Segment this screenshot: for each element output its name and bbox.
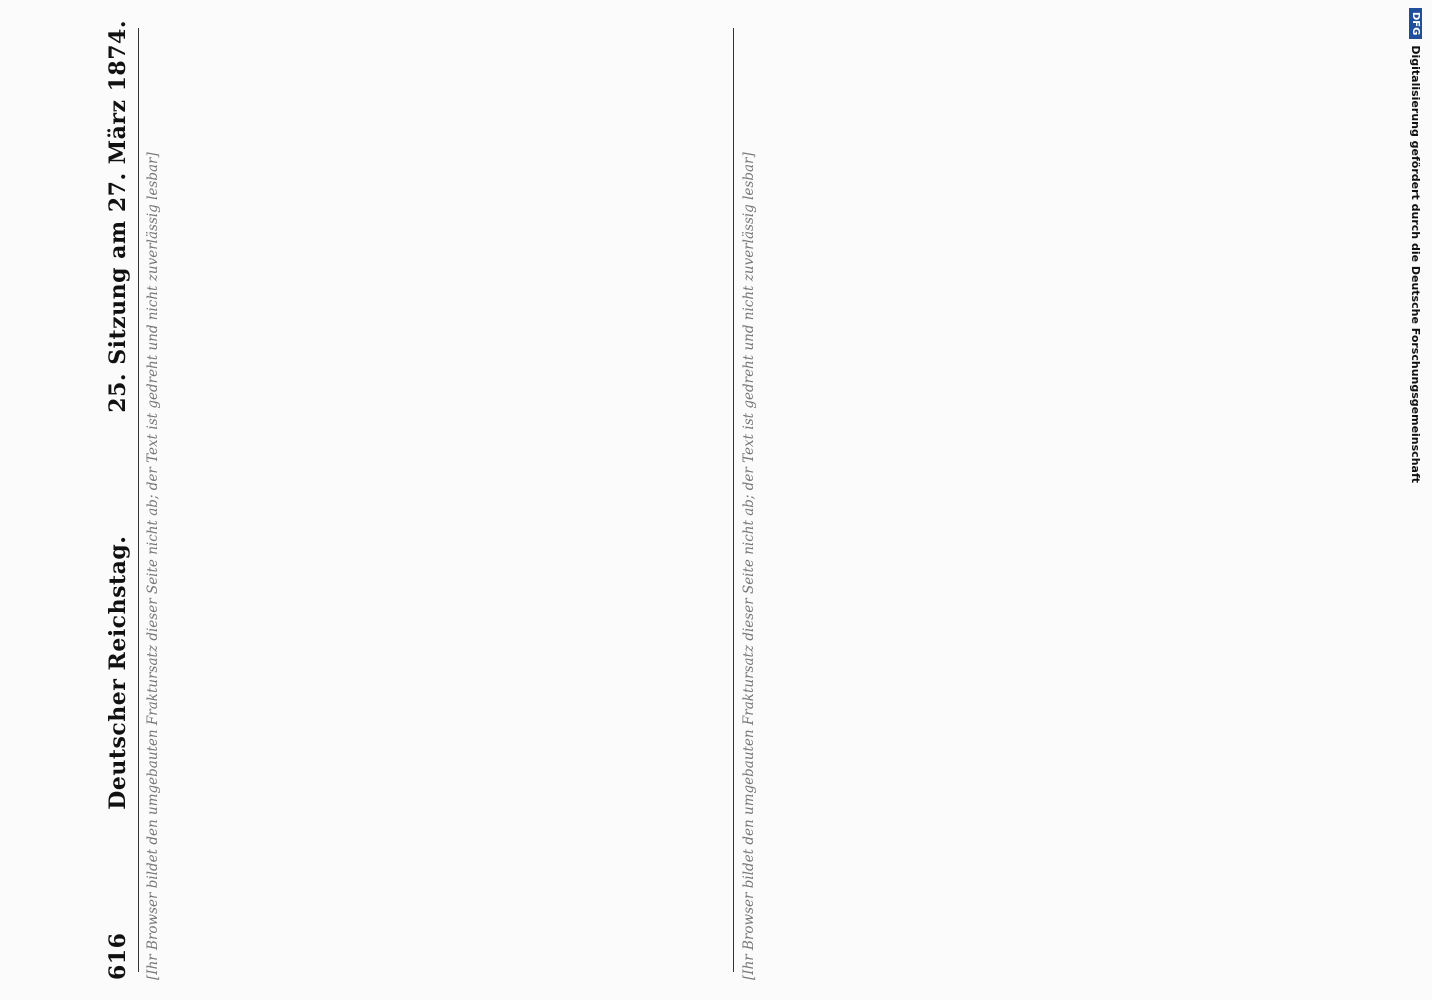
- text-column-right: [740, 20, 1330, 980]
- page-header: [98, 20, 138, 980]
- header-left: Deutscher Reichstag.: [105, 535, 131, 810]
- header-right: 25. Sitzung am 27. März 1874.: [105, 20, 131, 413]
- rotated-page-content: [38, 20, 1408, 980]
- digitization-credit: [1404, 0, 1428, 1000]
- credit-text: Digitalisierung gefördert durch die Deutsche Forschungsgemeinschaft: [1409, 45, 1423, 484]
- header-rule: [138, 28, 139, 972]
- column-right-text: [Ihr Browser bildet den umgebauten Fraktursatz dieser Seite nicht ab; der Text ist gedreht und nicht zuverlässig lesbar]: [741, 152, 757, 980]
- text-column-left: [144, 20, 730, 980]
- column-left-text: [Ihr Browser bildet den umgebauten Fraktursatz dieser Seite nicht ab; der Text ist gedreht und nicht zuverlässig lesbar]: [145, 152, 161, 980]
- dfg-logo: DFG: [1410, 8, 1423, 39]
- page-number: 616: [105, 932, 131, 980]
